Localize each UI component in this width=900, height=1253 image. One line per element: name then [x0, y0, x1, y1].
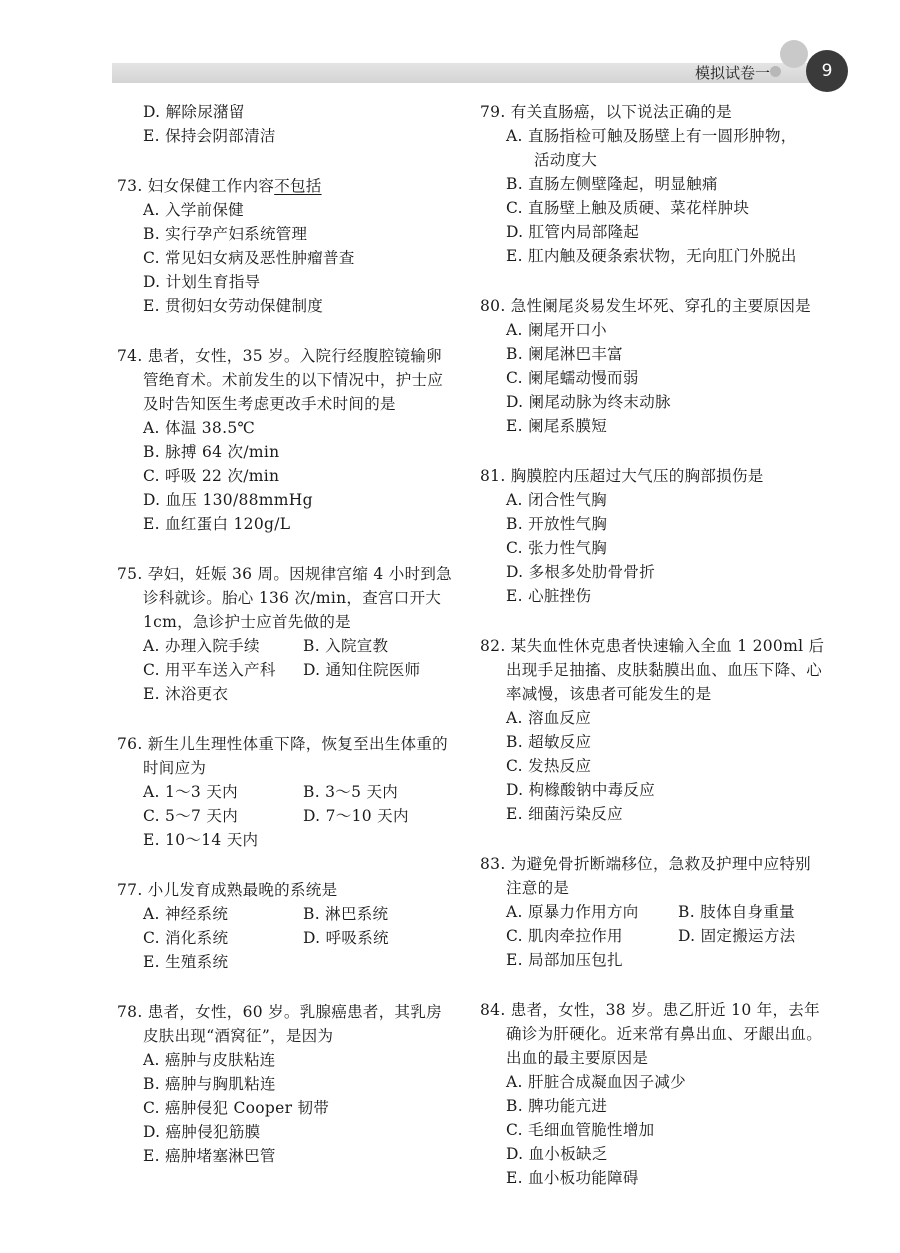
option: D. 解除尿潴留 — [143, 103, 245, 121]
option-e: E. 局部加压包扎 — [506, 951, 623, 969]
option-e: E. 阑尾系膜短 — [506, 417, 608, 435]
option-d: D. 7～10 天内 — [303, 807, 409, 825]
question-stem: 84. 患者，女性，38 岁。患乙肝近 10 年，去年确诊为肝硬化。近来常有鼻出血、牙龈出血。出血的最主要原因是 — [480, 1001, 823, 1067]
option-d: D. 枸橼酸钠中毒反应 — [506, 781, 656, 799]
option-d: D. 多根多处肋骨骨折 — [506, 563, 656, 581]
question-stem: 79. 有关直肠癌，以下说法正确的是 — [480, 103, 732, 121]
option-row — [117, 926, 457, 950]
option-e: E. 肛内触及硬条索状物，无向肛门外脱出 — [506, 247, 797, 265]
option-a: A. 神经系统 — [143, 905, 229, 923]
option-b: B. 超敏反应 — [506, 733, 592, 751]
option-row — [480, 924, 825, 948]
option-e: E. 10～14 天内 — [143, 831, 259, 849]
option-d: D. 通知住院医师 — [303, 661, 421, 679]
option-d: D. 血小板缺乏 — [506, 1145, 608, 1163]
decorative-circle — [780, 40, 808, 68]
option-b: B. 肢体自身重量 — [678, 903, 795, 921]
option-b: B. 阑尾淋巴丰富 — [506, 345, 623, 363]
option-b: B. 脾功能亢进 — [506, 1097, 608, 1115]
option-b: B. 淋巴系统 — [303, 905, 389, 923]
running-header-title: 模拟试卷一 — [694, 64, 770, 82]
option-row — [117, 780, 457, 804]
option-e: E. 生殖系统 — [143, 953, 229, 971]
option-e: E. 血红蛋白 120g/L — [143, 515, 291, 533]
option-b: B. 癌肿与胸肌粘连 — [143, 1075, 276, 1093]
option-b: B. 直肠左侧壁隆起，明显触痛 — [506, 175, 718, 193]
question-81 — [480, 464, 825, 608]
option-c: C. 常见妇女病及恶性肿瘤普查 — [143, 249, 355, 267]
option-a: A. 溶血反应 — [506, 709, 592, 727]
decorative-dot — [770, 66, 781, 77]
question-stem: 81. 胸膜腔内压超过大气压的胸部损伤是 — [480, 467, 764, 485]
question-73 — [117, 174, 457, 318]
option-d: D. 血压 130/88mmHg — [143, 491, 313, 509]
option-c: C. 癌肿侵犯 Cooper 韧带 — [143, 1099, 330, 1117]
question-84 — [480, 998, 825, 1190]
question-76 — [117, 732, 457, 852]
question-78 — [117, 1000, 457, 1168]
question-stem: 83. 为避免骨折断端移位，急救及护理中应特别注意的是 — [480, 855, 811, 897]
option-b: B. 3～5 天内 — [303, 783, 399, 801]
option-b: B. 开放性气胸 — [506, 515, 608, 533]
question-75 — [117, 562, 457, 706]
option-a: A. 阑尾开口小 — [506, 321, 607, 339]
option-a: A. 癌肿与皮肤粘连 — [143, 1051, 276, 1069]
question-stem: 77. 小儿发育成熟最晚的系统是 — [117, 881, 338, 899]
option-c: C. 5～7 天内 — [143, 807, 239, 825]
question-74 — [117, 344, 457, 536]
option-row — [480, 900, 825, 924]
question-77 — [117, 878, 457, 974]
option-row — [117, 902, 457, 926]
option-c: C. 呼吸 22 次/min — [143, 467, 280, 485]
option-a: A. 体温 38.5℃ — [143, 419, 256, 437]
option-c: C. 消化系统 — [143, 929, 229, 947]
option-d: D. 癌肿侵犯筋膜 — [143, 1123, 261, 1141]
option-d: D. 计划生育指导 — [143, 273, 261, 291]
option-a: A. 入学前保健 — [143, 201, 244, 219]
question-stem: 78. 患者，女性，60 岁。乳腺癌患者，其乳房皮肤出现“酒窝征”，是因为 — [117, 1003, 442, 1045]
option-c: C. 用平车送入产科 — [143, 661, 276, 679]
option-c: C. 毛细血管脆性增加 — [506, 1121, 655, 1139]
question-stem: 76. 新生儿生理性体重下降，恢复至出生体重的时间应为 — [117, 735, 448, 777]
question-stem: 75. 孕妇，妊娠 36 周。因规律宫缩 4 小时到急诊科就诊。胎心 136 次/min，查宫口开大 1cm，急诊护士应首先做的是 — [117, 565, 452, 631]
left-column — [117, 100, 457, 1194]
option-c: C. 阑尾蠕动慢而弱 — [506, 369, 639, 387]
option-row — [117, 634, 457, 658]
question-79 — [480, 100, 825, 268]
option-row — [117, 658, 457, 682]
option-e: E. 心脏挫伤 — [506, 587, 592, 605]
option-c: C. 直肠壁上触及质硬、菜花样肿块 — [506, 199, 750, 217]
option-c: C. 发热反应 — [506, 757, 592, 775]
option-a: A. 1～3 天内 — [143, 783, 238, 801]
option-a: A. 肝脏合成凝血因子减少 — [506, 1073, 686, 1091]
question-stem: 82. 某失血性休克患者快速输入全血 1 200ml 后出现手足抽搐、皮肤黏膜出血、血压下降、心率减慢，该患者可能发生的是 — [480, 637, 825, 703]
question-83 — [480, 852, 825, 972]
option-d: D. 肛管内局部隆起 — [506, 223, 640, 241]
question-72-tail — [117, 100, 457, 148]
option-c: C. 肌肉牵拉作用 — [506, 927, 623, 945]
option-a: A. 直肠指检可触及肠壁上有一圆形肿物， — [506, 127, 797, 145]
emphasis-text: 不包括 — [274, 177, 322, 195]
option-b: B. 入院宣教 — [303, 637, 389, 655]
option-b: B. 脉搏 64 次/min — [143, 443, 280, 461]
option-e: E. 贯彻妇女劳动保健制度 — [143, 297, 324, 315]
question-82 — [480, 634, 825, 826]
option-a: A. 办理入院手续 — [143, 637, 260, 655]
question-stem: 80. 急性阑尾炎易发生坏死、穿孔的主要原因是 — [480, 297, 811, 315]
option-e: E. 沐浴更衣 — [143, 685, 229, 703]
stem-text: 73. 妇女保健工作内容 — [117, 177, 275, 195]
option-row — [117, 804, 457, 828]
option-c: C. 张力性气胸 — [506, 539, 608, 557]
option-e: E. 癌肿堵塞淋巴管 — [143, 1147, 276, 1165]
option-e: E. 细菌污染反应 — [506, 805, 623, 823]
option-a: A. 闭合性气胸 — [506, 491, 607, 509]
option-d: D. 固定搬运方法 — [678, 927, 796, 945]
option-a: A. 原暴力作用方向 — [506, 903, 639, 921]
option-a-continuation: 活动度大 — [534, 151, 598, 169]
option-d: D. 阑尾动脉为终末动脉 — [506, 393, 671, 411]
option-d: D. 呼吸系统 — [303, 929, 389, 947]
right-column — [480, 100, 825, 1216]
question-stem: 74. 患者，女性，35 岁。入院行经腹腔镜输卵管绝育术。术前发生的以下情况中，护士应及时告知医生考虑更改手术时间的是 — [117, 347, 444, 413]
question-80 — [480, 294, 825, 438]
question-stem — [117, 174, 457, 198]
option-b: B. 实行孕产妇系统管理 — [143, 225, 308, 243]
option: E. 保持会阴部清洁 — [143, 127, 276, 145]
page-number: 9 — [806, 50, 848, 92]
option-e: E. 血小板功能障碍 — [506, 1169, 639, 1187]
